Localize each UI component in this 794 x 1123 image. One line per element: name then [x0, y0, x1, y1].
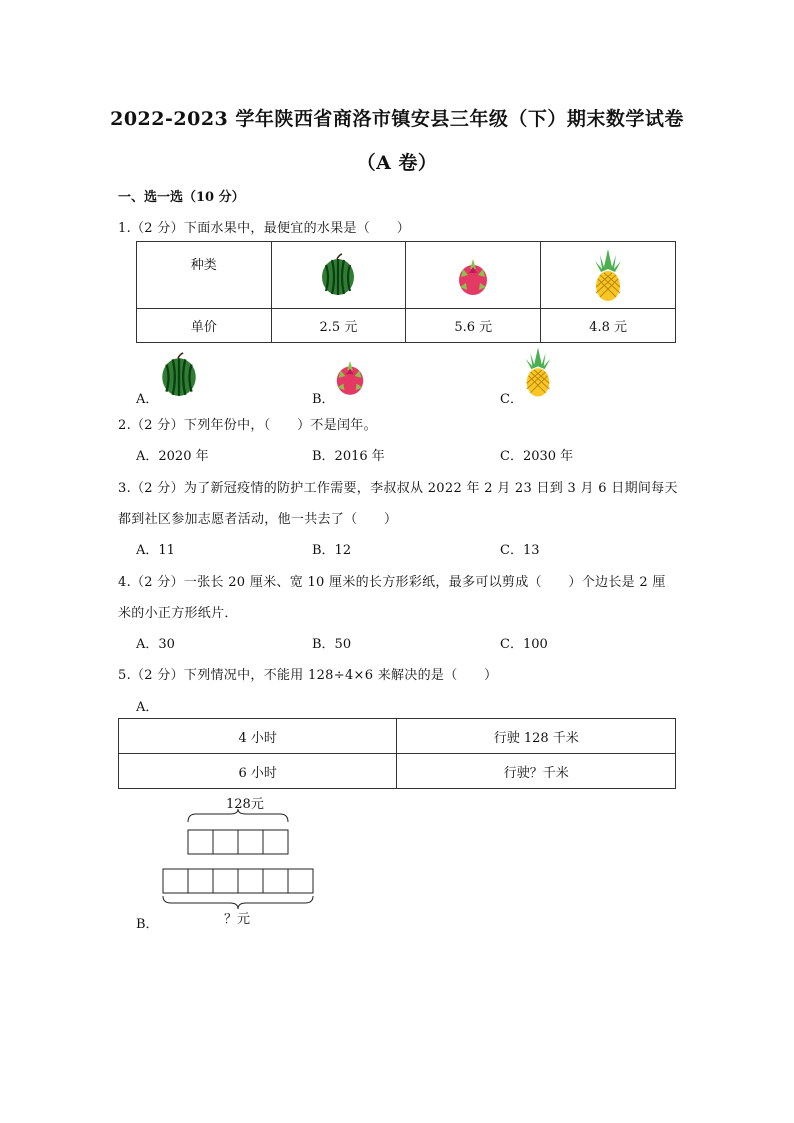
price-dragon-fruit: 5.6 元 [454, 320, 493, 335]
q1-option-c[interactable]: C． [500, 392, 523, 407]
question-3-line1: 3.（2 分）为了新冠疫情的防护工作需要，李叔叔从 2022 年 2 月 23 日到 3 月 6 日期间每天 [118, 481, 678, 496]
question-4-line1: 4.（2 分）一张长 20 厘米、宽 10 厘米的长方形彩纸，最多可以剪成（ ）个边长是 2 厘 [118, 575, 666, 590]
q1-option-b[interactable]: B． [312, 392, 335, 407]
question-3-line2: 都到社区参加志愿者活动，他一共去了（ ） [118, 512, 398, 527]
price-pineapple: 4.8 元 [589, 320, 627, 335]
question-5: 5.（2 分）下列情况中，不能用 128÷4×6 来解决的是（ ） [118, 668, 498, 683]
time-6h: 6 小时 [238, 765, 277, 781]
fruit-price-table [136, 241, 676, 343]
price-cell [271, 309, 406, 343]
diagram-bottom-label: ？元 [224, 912, 251, 927]
table-cell [397, 719, 676, 754]
question-2: 2.（2 分）下列年份中，（ ）不是闰年。 [118, 418, 377, 433]
table-cell [119, 754, 397, 789]
watermelon-icon [160, 352, 198, 398]
q2-option-b[interactable]: B．2016 年 [312, 449, 385, 464]
table-row-label [137, 309, 272, 343]
table-cell [119, 719, 397, 754]
page-subtitle: （A 卷） [356, 152, 438, 174]
question-4-line2: 米的小正方形纸片． [118, 606, 238, 621]
dragon-fruit-icon [333, 354, 367, 398]
q1-option-a[interactable]: A． [136, 392, 159, 407]
table-cell-watermelon [271, 242, 406, 309]
q5-option-b[interactable]: B． [136, 917, 159, 932]
pineapple-icon [590, 247, 626, 303]
time-4h: 4 小时 [238, 730, 277, 746]
price-cell [406, 309, 541, 343]
kind-label: 种类 [190, 258, 217, 273]
price-label: 单价 [190, 320, 217, 335]
distance-table [118, 718, 676, 789]
q2-option-a[interactable]: A．2020 年 [136, 449, 209, 464]
distance-unknown: 行驶？千米 [503, 765, 569, 781]
diagram-top-label: 128元 [226, 797, 264, 812]
pineapple-icon [521, 344, 555, 400]
table-cell-dragon-fruit [406, 242, 541, 309]
q4-option-c[interactable]: C．100 [500, 637, 548, 652]
q3-option-b[interactable]: B．12 [312, 543, 352, 558]
q3-option-a[interactable]: A．11 [136, 543, 175, 558]
table-cell-pineapple [541, 242, 676, 309]
price-cell [541, 309, 676, 343]
q2-option-c[interactable]: C．2030 年 [500, 449, 574, 464]
section-heading: 一、选一选（10 分） [118, 190, 245, 205]
price-watermelon: 2.5 元 [319, 320, 358, 335]
table-cell [397, 754, 676, 789]
distance-128: 行驶 128 千米 [493, 730, 579, 746]
dragon-fruit-icon [455, 253, 491, 297]
page-title: 2022-2023 学年陕西省商洛市镇安县三年级（下）期末数学试卷 [110, 108, 684, 130]
q5-option-a[interactable]: A． [136, 700, 159, 715]
table-header-label [137, 242, 272, 309]
q4-option-b[interactable]: B．50 [312, 637, 352, 652]
q4-option-a[interactable]: A．30 [136, 637, 175, 652]
watermelon-icon [320, 253, 356, 297]
segment-diagram [160, 808, 320, 912]
q3-option-c[interactable]: C．13 [500, 543, 540, 558]
question-1: 1.（2 分）下面水果中，最便宜的水果是（ ） [118, 221, 411, 236]
